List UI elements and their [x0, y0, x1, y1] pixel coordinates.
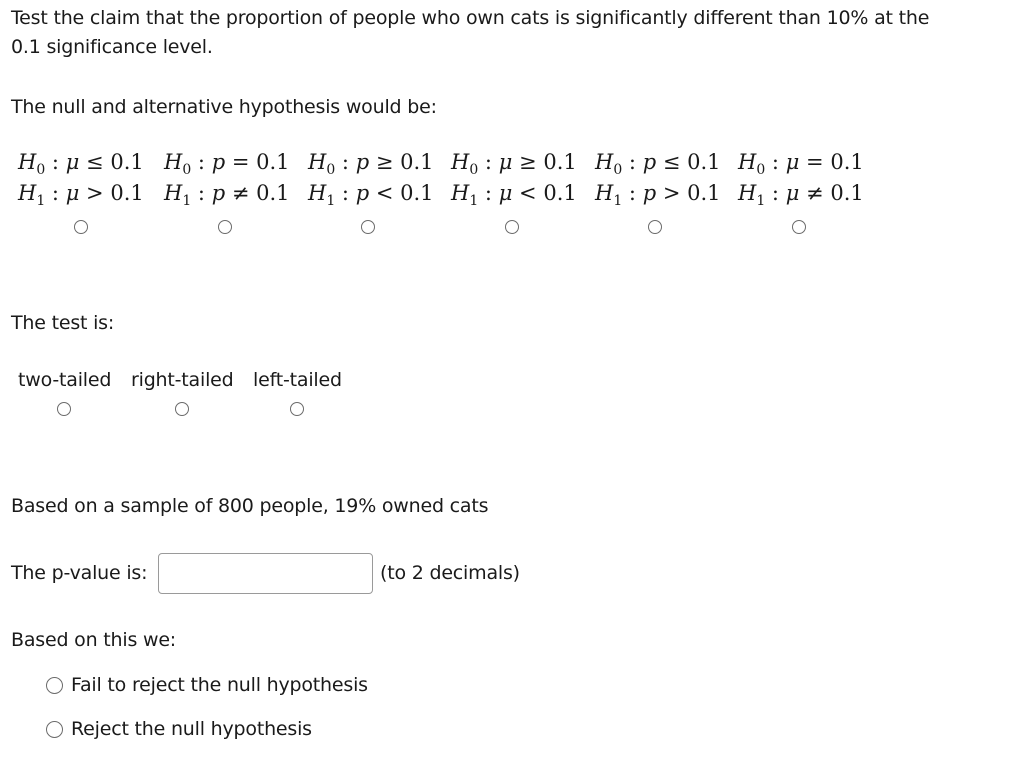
null-hypotheses-row — [18, 150, 918, 178]
h1-option-2: $H_1$ : p ≠ 0.1 — [164, 181, 290, 210]
decision-radio-reject[interactable] — [46, 721, 63, 738]
decision-label-reject: Reject the null hypothesis — [71, 718, 312, 740]
sample-info: Based on a sample of 800 people, 19% owned cats — [11, 495, 489, 517]
h1-option-6: $H_1$ : μ ≠ 0.1 — [738, 181, 864, 210]
hypothesis-radio-1[interactable] — [74, 220, 88, 234]
test-type-label-left-tailed: left-tailed — [253, 369, 342, 391]
hypothesis-radio-5[interactable] — [648, 220, 662, 234]
h1-option-4: $H_1$ : μ < 0.1 — [451, 181, 577, 210]
hypothesis-radio-2[interactable] — [218, 220, 232, 234]
h0-option-4: $H_0$ : μ ≥ 0.1 — [451, 150, 577, 179]
test-type-label-right-tailed: right-tailed — [131, 369, 234, 391]
question-line-1: Test the claim that the proportion of people who own cats is significantly different than 10% at the — [11, 7, 930, 29]
h0-option-3: $H_0$ : p ≥ 0.1 — [308, 150, 434, 179]
decision-prompt: Based on this we: — [11, 629, 177, 651]
h0-option-1: $H_0$ : μ ≤ 0.1 — [18, 150, 144, 179]
test-type-label-two-tailed: two-tailed — [18, 369, 112, 391]
test-type-prompt: The test is: — [11, 312, 115, 334]
decision-radio-fail-to-reject[interactable] — [46, 677, 63, 694]
h0-option-5: $H_0$ : p ≤ 0.1 — [595, 150, 721, 179]
hypothesis-radio-3[interactable] — [361, 220, 375, 234]
hypotheses-prompt: The null and alternative hypothesis would be: — [11, 96, 437, 118]
h0-option-6: $H_0$ : μ = 0.1 — [738, 150, 864, 179]
alt-hypotheses-row — [18, 181, 918, 209]
question-line-2: 0.1 significance level. — [11, 36, 213, 58]
hypothesis-radio-6[interactable] — [792, 220, 806, 234]
h1-option-5: $H_1$ : p > 0.1 — [595, 181, 721, 210]
h0-option-2: $H_0$ : p = 0.1 — [164, 150, 290, 179]
pvalue-label: The p-value is: — [11, 562, 148, 584]
pvalue-input[interactable] — [158, 553, 373, 594]
pvalue-hint: (to 2 decimals) — [380, 562, 520, 584]
hypothesis-radio-4[interactable] — [505, 220, 519, 234]
decision-label-fail-to-reject: Fail to reject the null hypothesis — [71, 674, 368, 696]
test-type-radio-left-tailed[interactable] — [290, 402, 304, 416]
h1-option-1: $H_1$ : μ > 0.1 — [18, 181, 144, 210]
test-type-radio-two-tailed[interactable] — [57, 402, 71, 416]
test-type-radio-right-tailed[interactable] — [175, 402, 189, 416]
h1-option-3: $H_1$ : p < 0.1 — [308, 181, 434, 210]
